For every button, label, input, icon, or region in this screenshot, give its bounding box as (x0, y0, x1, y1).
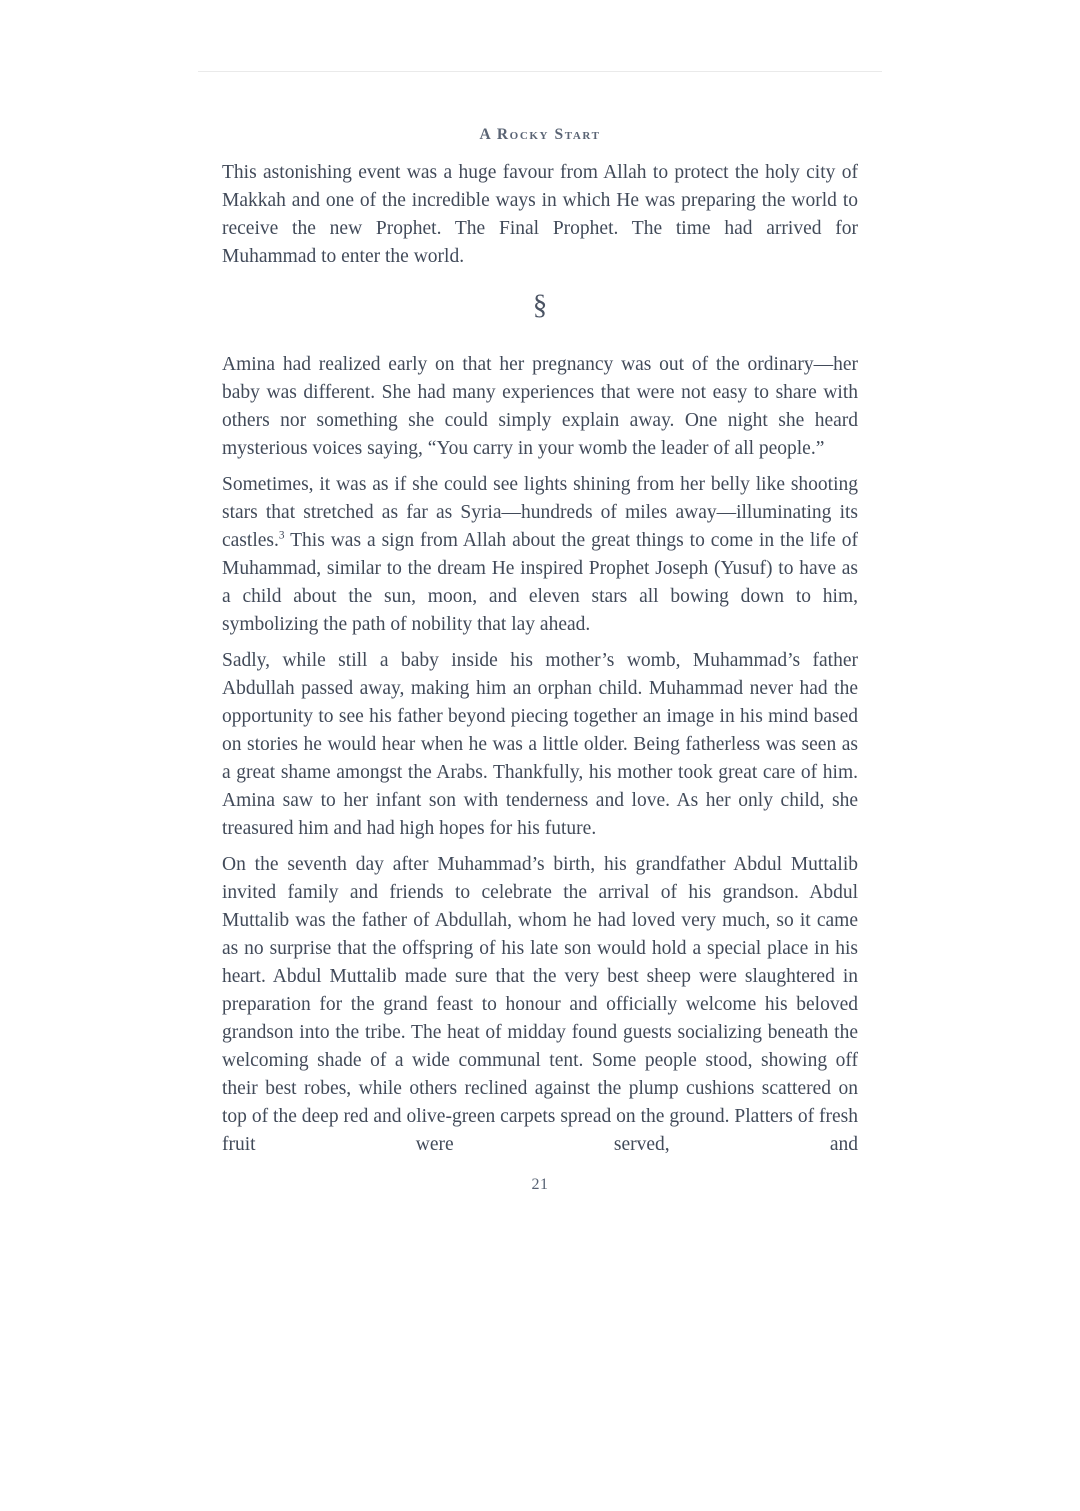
paragraph (222, 471, 858, 639)
paragraph-text: This was a sign from Allah about the great things to come in the life of Muhammad, similar to the dream He inspired Prophet Joseph (Yusuf) to have as a child about the sun, moon, and eleven stars all bowing down to him, symbolizing the path of nobility that lay ahead. (222, 530, 858, 635)
footnote-marker: 3 (278, 529, 285, 542)
paragraph-text: Sometimes, it was as if she could see lights shining from her belly like shooting stars that stretched as far as Syria—hundreds of miles away—illuminating its castles. (222, 474, 858, 551)
book-page (0, 71, 1080, 1195)
running-header: A Rocky Start (479, 126, 601, 143)
text-column (222, 159, 858, 1195)
paragraph: This astonishing event was a huge favour from Allah to protect the holy city of Makkah and one of the incredible ways in which He was preparing the world to receive the new Prophet. The Final Prophet. The time had arrived for Muhammad to enter the world. (222, 162, 858, 267)
section-break-mark: § (532, 289, 548, 321)
page-number: 21 (531, 1176, 549, 1193)
paragraph: Amina had realized early on that her pregnancy was out of the ordinary—her baby was different. She had many experiences that were not easy to share with others nor something she could simply explain away. One night she heard mysterious voices saying, “You carry in your womb the leader of all people.” (222, 354, 858, 459)
paragraph: On the seventh day after Muhammad’s birth, his grandfather Abdul Muttalib invited family and friends to celebrate the arrival of his grandson. Abdul Muttalib was the father of Abdullah, whom he had loved very much, so it came as no surprise that the offspring of his late son would hold a special place in his heart. Abdul Muttalib made sure that the very best sheep were slaughtered in preparation for the grand feast to honour and officially welcome his beloved grandson into the tribe. The heat of midday found guests socializing beneath the welcoming shade of a wide communal tent. Some people stood, showing off their best robes, while others reclined against the plump cushions scattered on top of the deep red and olive-green carpets spread on the ground. Platters of fresh fruit were served, and (222, 854, 858, 1155)
header-rule (198, 71, 882, 72)
paragraph: Sadly, while still a baby inside his mother’s womb, Muhammad’s father Abdullah passed away, making him an orphan child. Muhammad never had the opportunity to see his father beyond piecing together an image in his mind based on stories he would hear when he was a little older. Being fatherless was seen as a great shame amongst the Arabs. Thankfully, his mother took great care of him. Amina saw to her infant son with tenderness and love. As her only child, she treasured him and had high hopes for his future. (222, 650, 858, 839)
